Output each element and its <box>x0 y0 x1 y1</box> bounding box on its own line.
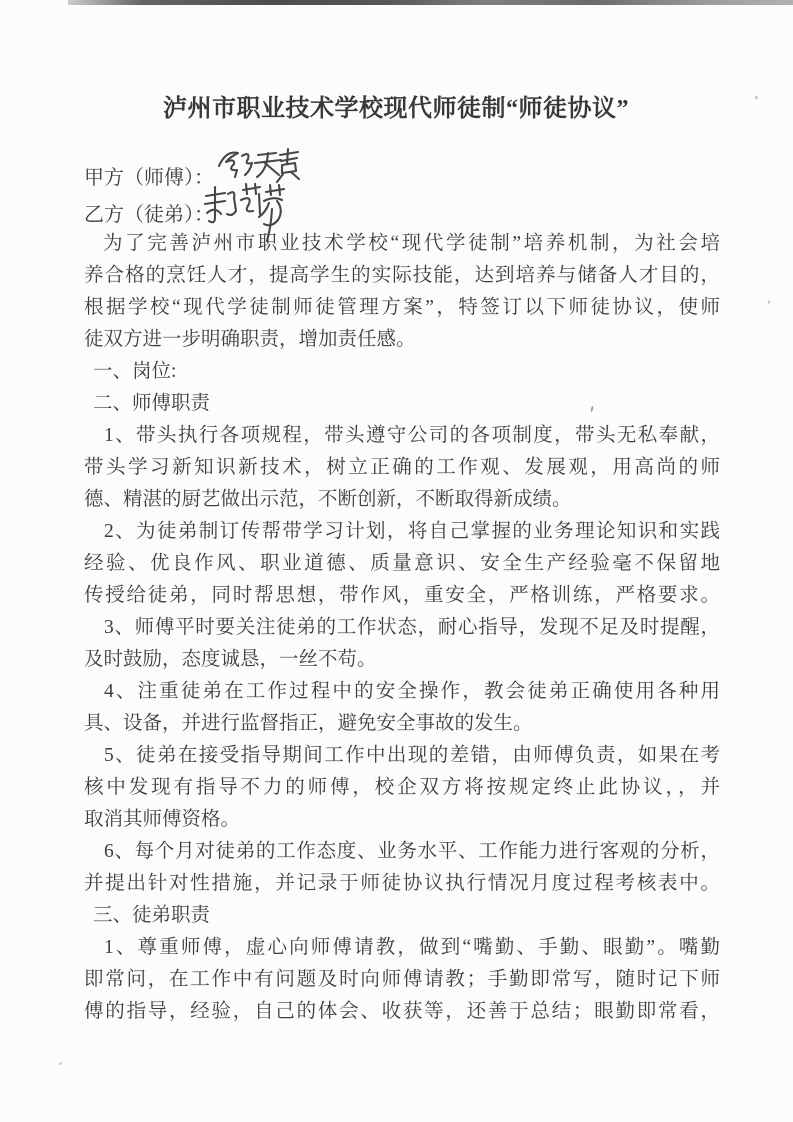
party-b-label: 乙方（徒弟）： <box>84 204 214 226</box>
body-line: 傅的指导，经验，自己的体会、收获等，还善于总结；眼勤即常看， <box>84 1001 720 1022</box>
section-heading-apprentice-duties: 三、徒弟职责 <box>93 905 211 926</box>
body-line: 取消其师傅资格。 <box>84 809 241 830</box>
body-line: 徒双方进一步明确职责，增加责任感。 <box>84 329 416 350</box>
body-line: 并提出针对性措施，并记录于师徒协议执行情况月度过程考核表中。 <box>84 873 720 894</box>
body-line: 带头学习新知识新技术，树立正确的工作观、发展观，用高尚的师 <box>84 457 720 478</box>
body-line: 4、注重徒弟在工作过程中的安全操作，教会徒弟正确使用各种用 <box>104 681 720 702</box>
body-line: 5、徒弟在接受指导期间工作中出现的差错，由师傅负责，如果在考 <box>104 745 720 766</box>
document-title: 泸州市职业技术学校现代师徒制“师徒协议” <box>163 96 629 122</box>
master-signature <box>212 144 304 188</box>
scan-speck <box>767 300 770 304</box>
section-heading-position: 一、岗位: <box>93 361 177 382</box>
body-line: 养合格的烹饪人才，提高学生的实际技能，达到培养与储备人才目的， <box>84 265 720 286</box>
body-line: 德、精湛的厨艺做出示范，不断创新，不断取得新成绩。 <box>84 489 572 510</box>
body-line: 为了完善泸州市职业技术学校“现代学徒制”培养机制，为社会培 <box>103 233 720 254</box>
body-line: 2、为徒弟制订传帮带学习计划，将自己掌握的业务理论知识和实践 <box>104 521 720 542</box>
scan-artifact-top <box>68 0 793 5</box>
party-a-line <box>84 160 214 197</box>
body-line: 及时鼓励，态度诚恳，一丝不苟。 <box>84 649 377 670</box>
parties-block <box>84 160 214 234</box>
body-line: 根据学校“现代学徒制师徒管理方案”，特签订以下师徒协议，使师 <box>84 297 720 318</box>
scan-speck <box>59 1062 62 1065</box>
body-line: 6、每个月对徒弟的工作态度、业务水平、工作能力进行客观的分析， <box>104 841 720 862</box>
body-line: 具、设备，并进行监督指正，避免安全事故的发生。 <box>84 713 533 734</box>
document-body <box>84 228 720 1028</box>
body-line: 1、带头执行各项规程，带头遵守公司的各项制度，带头无私奉献， <box>104 425 720 446</box>
body-line: 核中发现有指导不力的师傅，校企双方将按规定终止此协议，，并 <box>84 777 720 798</box>
body-line: 3、师傅平时要关注徒弟的工作状态，耐心指导，发现不足及时提醒， <box>104 617 720 638</box>
body-line: 1、尊重师傅，虚心向师傅请教，做到“嘴勤、手勤、眼勤”。嘴勤 <box>104 937 720 958</box>
body-line: 即常问，在工作中有问题及时向师傅请教；手勤即常写，随时记下师 <box>84 969 720 990</box>
party-a-label: 甲方（师傅）： <box>84 167 214 189</box>
scan-speck <box>755 96 758 99</box>
body-line: 经验、优良作风、职业道德、质量意识、安全生产经验毫不保留地 <box>84 553 720 574</box>
body-line: 传授给徒弟，同时帮思想，带作风，重安全，严格训练，严格要求。 <box>84 585 720 606</box>
section-heading-master-duties: 二、师傅职责 <box>93 393 211 414</box>
